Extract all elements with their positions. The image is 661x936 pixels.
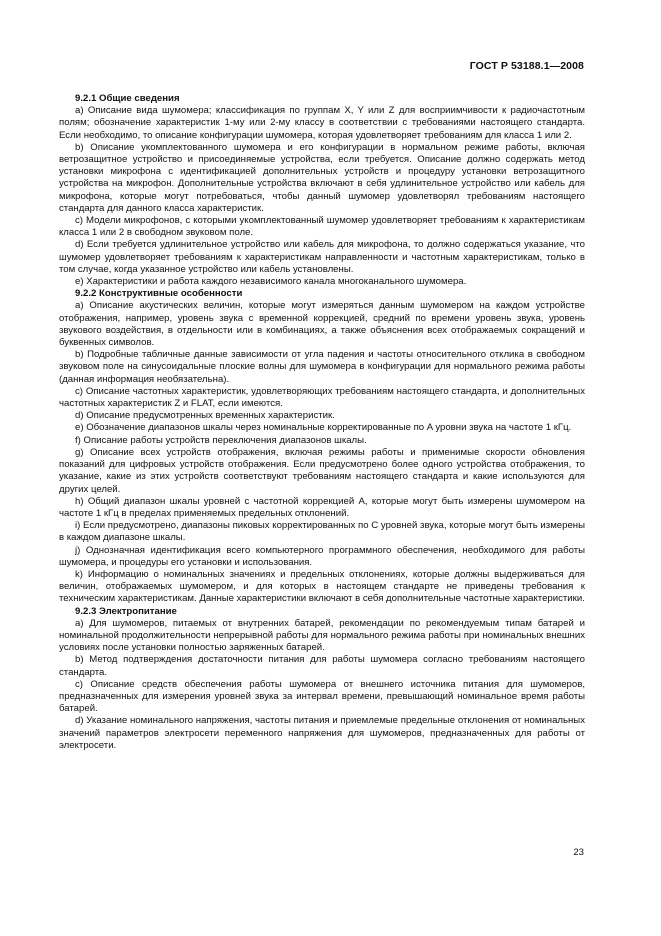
paragraph: k) Информацию о номинальных значениях и предельных отклонениях, которые должны выдерживаться для величин, отображаемых шумомером, и для которых в настоящем стандарте не приведены требования к техническим характеристикам. Данные характеристики включают в себя дополнительные частотные характеристики.	[59, 568, 585, 605]
page-number: 23	[573, 847, 584, 858]
paragraph: i) Если предусмотрено, диапазоны пиковых корректированных по C уровней звука, которые могут быть измерены в каждом диапазоне шкалы.	[59, 520, 585, 544]
section-heading: 9.2.2 Конструктивные особенности	[75, 288, 243, 300]
paragraph: b) Описание укомплектованного шумомера и его конфигурации в нормальном режиме работы, включая ветрозащитное устройство и присоединяемые устройства, если требуется. Описание должно содержать метод установки микрофона с идентификацией дополнительных устройств и процедуру установки ветрозащитного устройства на микрофон. Дополнительные устройства включают в себя удлинительное устройство или кабель для микрофона, которые могут потребоваться, чтобы данный шумомер удовлетворял требованиям настоящего стандарта для данного класса характеристик.	[59, 141, 585, 214]
section-heading: 9.2.1 Общие сведения	[75, 93, 180, 104]
paragraph: a) Для шумомеров, питаемых от внутренних батарей, рекомендации по рекомендуемым типам батарей и номинальной продолжительности непрерывной работы для нормального режима работы при номинальных внешних условиях после установки полностью заряженных батарей.	[59, 617, 585, 654]
paragraph: d) Если требуется удлинительное устройство или кабель для микрофона, то должно содержаться указание, что шумомер удовлетворяет требованиям к характеристикам направленности и частотным характеристикам, только в том случае, когда указанное устройство или кабель установлены.	[59, 239, 585, 275]
paragraph: a) Описание акустических величин, которые могут измеряться данным шумомером на каждом устройстве отображения, например, уровень звука с временной коррекцией, средний по времени уровень звука, уровень звукового воздействия, в отдельности или в комбинациях, а также объяснения всех отображаемых сокращений и буквенных символов.	[59, 300, 585, 349]
paragraph: b) Подробные табличные данные зависимости от угла падения и частоты относительного отклика в свободном звуковом поле на синусоидальные плоские волны для шумомера в конфигурации для нормального режима работы (данная информация необязательна).	[59, 349, 585, 385]
paragraph: d) Описание предусмотренных временных характеристик.	[75, 410, 335, 422]
paragraph: g) Описание всех устройств отображения, включая режимы работы и применимые скорости обновления показаний для цифровых устройств отображения. Если предусмотрено более одного устройства отображения, то указание, какие из этих устройств соответствуют требованиям настоящего стандарта и какие используются для других целей.	[59, 446, 585, 495]
paragraph: a) Описание вида шумомера; классификация по группам X, Y или Z для восприимчивости к радиочастотным полям; обозначение характеристик 1-му или 2-му классу в соответствии с требованиями настоящего стандарта. Если необходимо, то описание конфигурации шумомера, которая удовлетворяет требованиям для класса 1 или 2.	[59, 105, 585, 141]
paragraph: f) Описание работы устройств переключения диапазонов шкалы.	[75, 434, 367, 446]
paragraph: c) Описание средств обеспечения работы шумомера от внешнего источника питания для шумомеров, предназначенных для измерения уровней звука за интервал времени, превышающий номинальное время работы батарей.	[59, 678, 585, 715]
paragraph: c) Модели микрофонов, с которыми укомплектованный шумомер удовлетворяет требованиям к характеристикам класса 1 или 2 в свободном звуковом поле.	[59, 215, 585, 239]
standard-header: ГОСТ Р 53188.1—2008	[469, 60, 584, 72]
section-heading: 9.2.3 Электропитание	[75, 605, 177, 617]
paragraph: b) Метод подтверждения достаточности питания для работы шумомера согласно требованиям настоящего стандарта.	[59, 654, 585, 678]
document-body	[59, 93, 585, 752]
paragraph: e) Обозначение диапазонов шкалы через номинальные корректированные по A уровни звука на частоте 1 кГц.	[75, 422, 572, 434]
paragraph: c) Описание частотных характеристик, удовлетворяющих требованиям настоящего стандарта, и дополнительных частотных характеристик Z и FLAT, если имеются.	[59, 385, 585, 410]
paragraph: h) Общий диапазон шкалы уровней с частотной коррекцией A, которые могут быть измерены шумомером на частоте 1 кГц в пределах применяемых предельных отклонений.	[59, 495, 585, 519]
paragraph: e) Характеристики и работа каждого независимого канала многоканального шумомера.	[75, 276, 467, 288]
paragraph: j) Однозначная идентификация всего компьютерного программного обеспечения, необходимого для работы шумомера, и процедуры его установки и использования.	[59, 544, 585, 568]
paragraph: d) Указание номинального напряжения, частоты питания и приемлемые предельные отклонения от номинальных значений параметров электросети переменного напряжения для шумомеров, предназначенных для работы от электросети.	[59, 715, 585, 751]
